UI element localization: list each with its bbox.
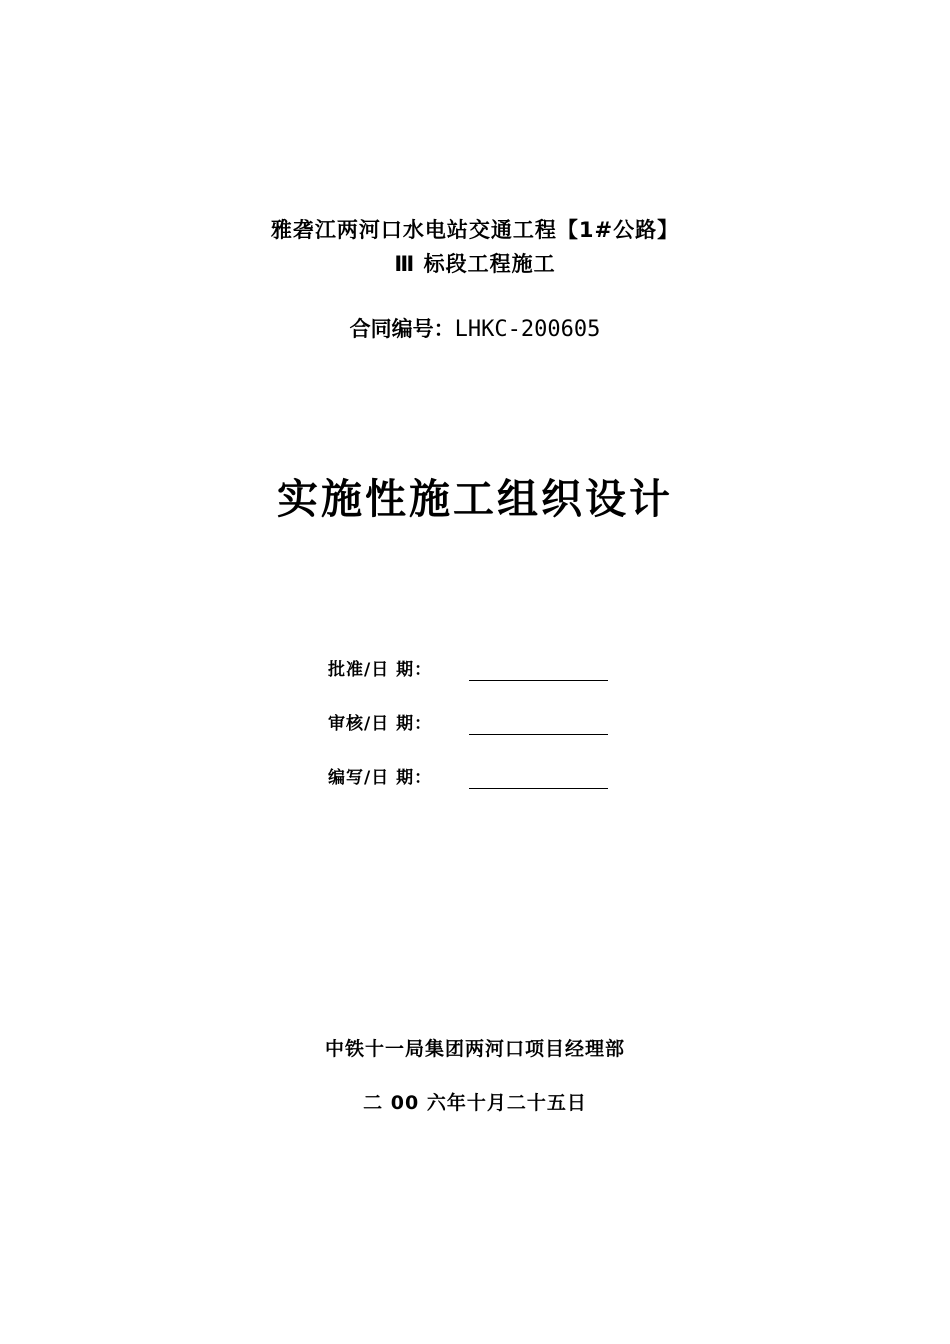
- project-name-line-2: Ⅲ 标段工程施工: [394, 252, 556, 276]
- approval-signature-line: [469, 680, 608, 681]
- author-signature-row: [328, 763, 628, 793]
- review-label: 审核/日 期：: [328, 714, 433, 734]
- approval-signature-row: [328, 655, 628, 685]
- document-title: 实施性施工组织设计: [277, 475, 673, 523]
- author-signature-line: [469, 788, 608, 789]
- author-label: 编写/日 期：: [328, 768, 433, 788]
- organization-name: 中铁十一局集团两河口项目经理部: [324, 1038, 625, 1060]
- project-name-line-1: 雅砻江两河口水电站交通工程【1#公路】: [270, 218, 680, 242]
- document-date: 二 00 六年十月二十五日: [363, 1092, 587, 1114]
- contract-number-line: [0, 313, 950, 343]
- review-signature-line: [469, 734, 608, 735]
- review-signature-row: [328, 709, 628, 739]
- contract-number: LHKC-200605: [454, 317, 601, 342]
- approval-label: 批准/日 期：: [328, 660, 433, 680]
- contract-label: 合同编号：: [349, 317, 455, 341]
